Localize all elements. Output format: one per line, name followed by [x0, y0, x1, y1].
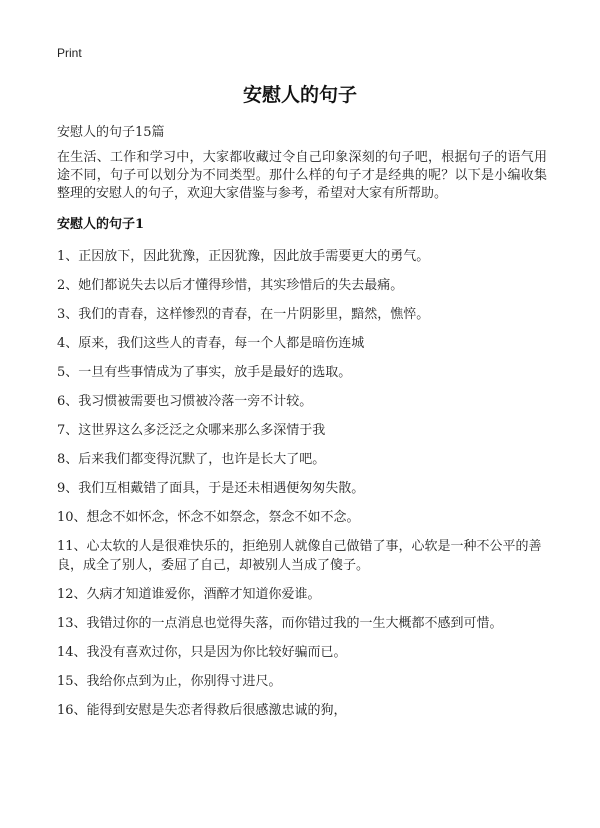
- list-item: 9、我们互相戴错了面具，于是还未相遇便匆匆失散。: [57, 481, 365, 496]
- list-item: 3、我们的青春，这样惨烈的青春，在一片阴影里，黯然，憔悴。: [57, 307, 430, 322]
- list-item: 16、能得到安慰是失恋者得救后很感激忠诚的狗，: [57, 703, 347, 718]
- list-item: 10、想念不如怀念，怀念不如祭念，祭念不如不念。: [57, 510, 360, 525]
- list-item: 7、这世界这么多泛泛之众哪来那么多深情于我: [57, 423, 326, 438]
- intro-paragraph: 在生活、工作和学习中，大家都收藏过令自己印象深刻的句子吧，根据句子的语气用途不同，句子可以划分为不同类型。那什么样的句子才是经典的呢？以下是小编收集整理的安慰人的句子，欢迎大家借鉴与参考，希望对大家有所帮助。: [57, 150, 547, 201]
- document-subtitle: 安慰人的句子15篇: [57, 125, 165, 140]
- list-item: 15、我给你点到为止，你别得寸进尺。: [57, 674, 282, 689]
- section-heading: 安慰人的句子1: [57, 217, 145, 232]
- list-item: 6、我习惯被需要也习惯被冷落一旁不计较。: [57, 394, 313, 409]
- list-item: 5、一旦有些事情成为了事实，放手是最好的选取。: [57, 365, 352, 380]
- page-title: 安慰人的句子: [242, 84, 357, 106]
- list-item: 12、久病才知道谁爱你，酒醉才知道你爱谁。: [57, 587, 321, 602]
- list-item: 11、心太软的人是很难快乐的，拒绝别人就像自己做错了事，心软是一种不公平的善良，成全了别人，委屈了自己，却被别人当成了傻子。: [57, 539, 542, 573]
- list-item: 1、正因放下，因此犹豫，正因犹豫，因此放手需要更大的勇气。: [57, 249, 430, 264]
- print-link[interactable]: Print: [57, 46, 82, 60]
- list-item: 4、原来，我们这些人的青春，每一个人都是暗伤连城: [57, 336, 365, 351]
- list-item: 14、我没有喜欢过你，只是因为你比较好骗而已。: [57, 645, 347, 660]
- list-item: 13、我错过你的一点消息也觉得失落，而你错过我的一生大概都不感到可惜。: [57, 616, 503, 631]
- list-item: 2、她们都说失去以后才懂得珍惜，其实珍惜后的失去最痛。: [57, 278, 404, 293]
- sentence-list: [57, 247, 553, 730]
- list-item: 8、后来我们都变得沉默了，也许是长大了吧。: [57, 452, 326, 467]
